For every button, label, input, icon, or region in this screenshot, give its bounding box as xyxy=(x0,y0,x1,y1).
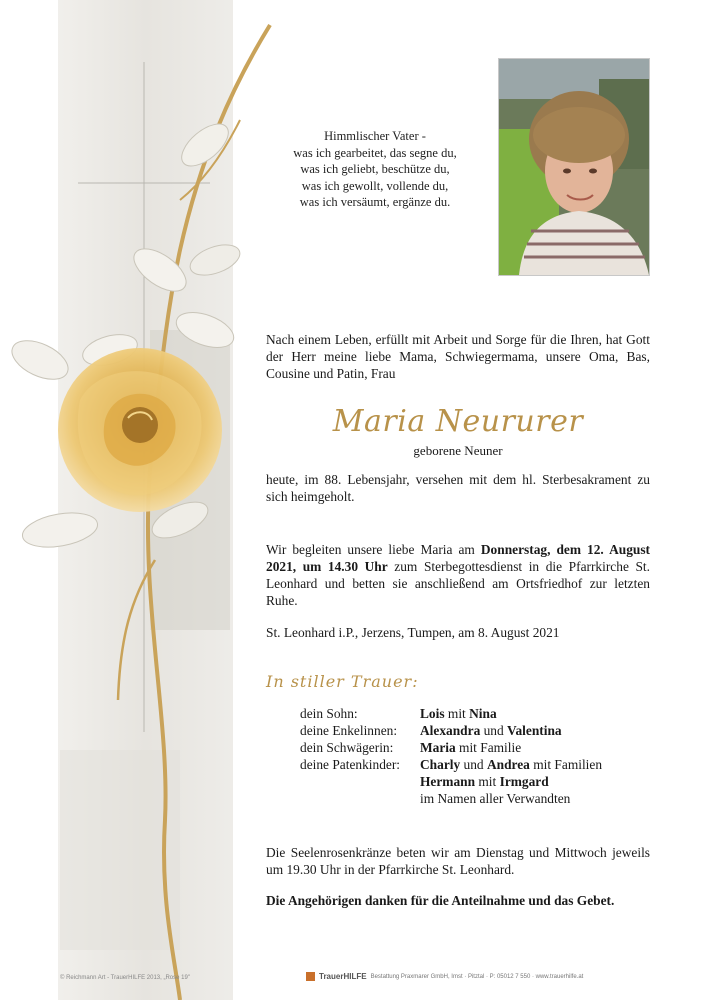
mourner-role: deine Patenkinder: xyxy=(300,757,401,772)
mourner-name: Alexandra xyxy=(420,723,481,738)
mourner-name: Charly xyxy=(420,757,461,772)
portrait-photo xyxy=(498,58,650,276)
intro-text: Nach einem Leben, erfüllt mit Arbeit und Sorge für die Ihren, hat Gott der Herr meine liebe Mama, Schwiegermama, unsere Oma, Bas, Cousine und Patin, Frau xyxy=(266,332,650,381)
poem-line: was ich geliebt, beschütze du, xyxy=(300,162,450,176)
trauerhilfe-logo: TrauerHILFE xyxy=(319,972,367,981)
place-date: St. Leonhard i.P., Jerzens, Tumpen, am 8. August 2021 xyxy=(266,625,560,640)
mourner-names xyxy=(420,756,602,773)
rose-artwork xyxy=(0,0,280,1000)
mourner-name: Maria xyxy=(420,740,456,755)
poem-line: Himmlischer Vater - xyxy=(324,129,426,143)
death-text: heute, im 88. Lebensjahr, versehen mit dem hl. Sterbesakrament zu sich heimgeholt. xyxy=(266,472,650,504)
funeral-text xyxy=(266,541,650,609)
mourner-names xyxy=(420,739,521,756)
mourner-joiner: mit xyxy=(444,706,470,721)
maiden-name: geborene Neuner xyxy=(413,443,503,458)
mourner-names xyxy=(420,722,562,739)
mourner-names xyxy=(420,705,497,722)
mourner-joiner: und xyxy=(460,757,487,772)
mourner-joiner: und xyxy=(480,723,508,738)
funeral-text-post: zum Sterbegottesdienst in die Pfarrkirche St. Leonhard und betten sie anschließend am Ortsfriedhof zur letzten Ruhe. xyxy=(266,559,650,608)
mourning-heading: In stiller Trauer: xyxy=(266,672,419,691)
mourner-joiner: im Namen aller Verwandten xyxy=(420,791,571,806)
mourner-role: dein Sohn: xyxy=(300,706,358,721)
poem xyxy=(260,128,490,211)
poem-line: was ich gewollt, vollende du, xyxy=(301,178,449,193)
trauerhilfe-logo-icon xyxy=(306,972,315,981)
artwork-credit: © Reichmann Art - TrauerHILFE 2013, „Rose 19" xyxy=(60,975,190,981)
thanks-text: Die Angehörigen danken für die Anteilnahme und das Gebet. xyxy=(266,893,615,908)
mourner-name: Valentina xyxy=(507,723,562,738)
mourner-role: dein Schwägerin: xyxy=(300,740,394,755)
deceased-name: Maria Neururer xyxy=(332,404,584,439)
footer-imprint xyxy=(306,972,583,981)
rosary-text: Die Seelenrosenkränze beten wir am Dienstag und Mittwoch jeweils um 19.30 Uhr in der Pfarrkirche St. Leonhard. xyxy=(266,845,650,877)
poem-line: was ich versäumt, ergänze du. xyxy=(299,195,451,209)
mourner-name: Irmgard xyxy=(499,774,549,789)
mourner-joiner: mit Familie xyxy=(455,740,522,755)
mourner-role: deine Enkelinnen: xyxy=(300,723,398,738)
funeral-date: Donnerstag, dem 12. August 2021, um 14.30 Uhr xyxy=(266,542,651,574)
mourner-name: Andrea xyxy=(486,757,530,772)
poem-line: was ich gearbeitet, das segne du, xyxy=(293,145,457,160)
mourner-name: Hermann xyxy=(420,774,476,789)
imprint-text: Bestattung Praxmarer GmbH, Imst · Pitztal · P: 05012 7 550 · www.trauerhilfe.at xyxy=(370,973,584,980)
mourner-joiner: mit xyxy=(475,774,500,789)
mourner-name: Lois xyxy=(420,706,445,721)
mourner-name: Nina xyxy=(469,706,497,721)
funeral-text-pre: Wir begleiten unsere liebe Maria am xyxy=(266,542,481,557)
mourner-names xyxy=(420,773,549,790)
mourner-names xyxy=(420,790,570,807)
mourner-joiner: mit Familien xyxy=(529,757,603,772)
